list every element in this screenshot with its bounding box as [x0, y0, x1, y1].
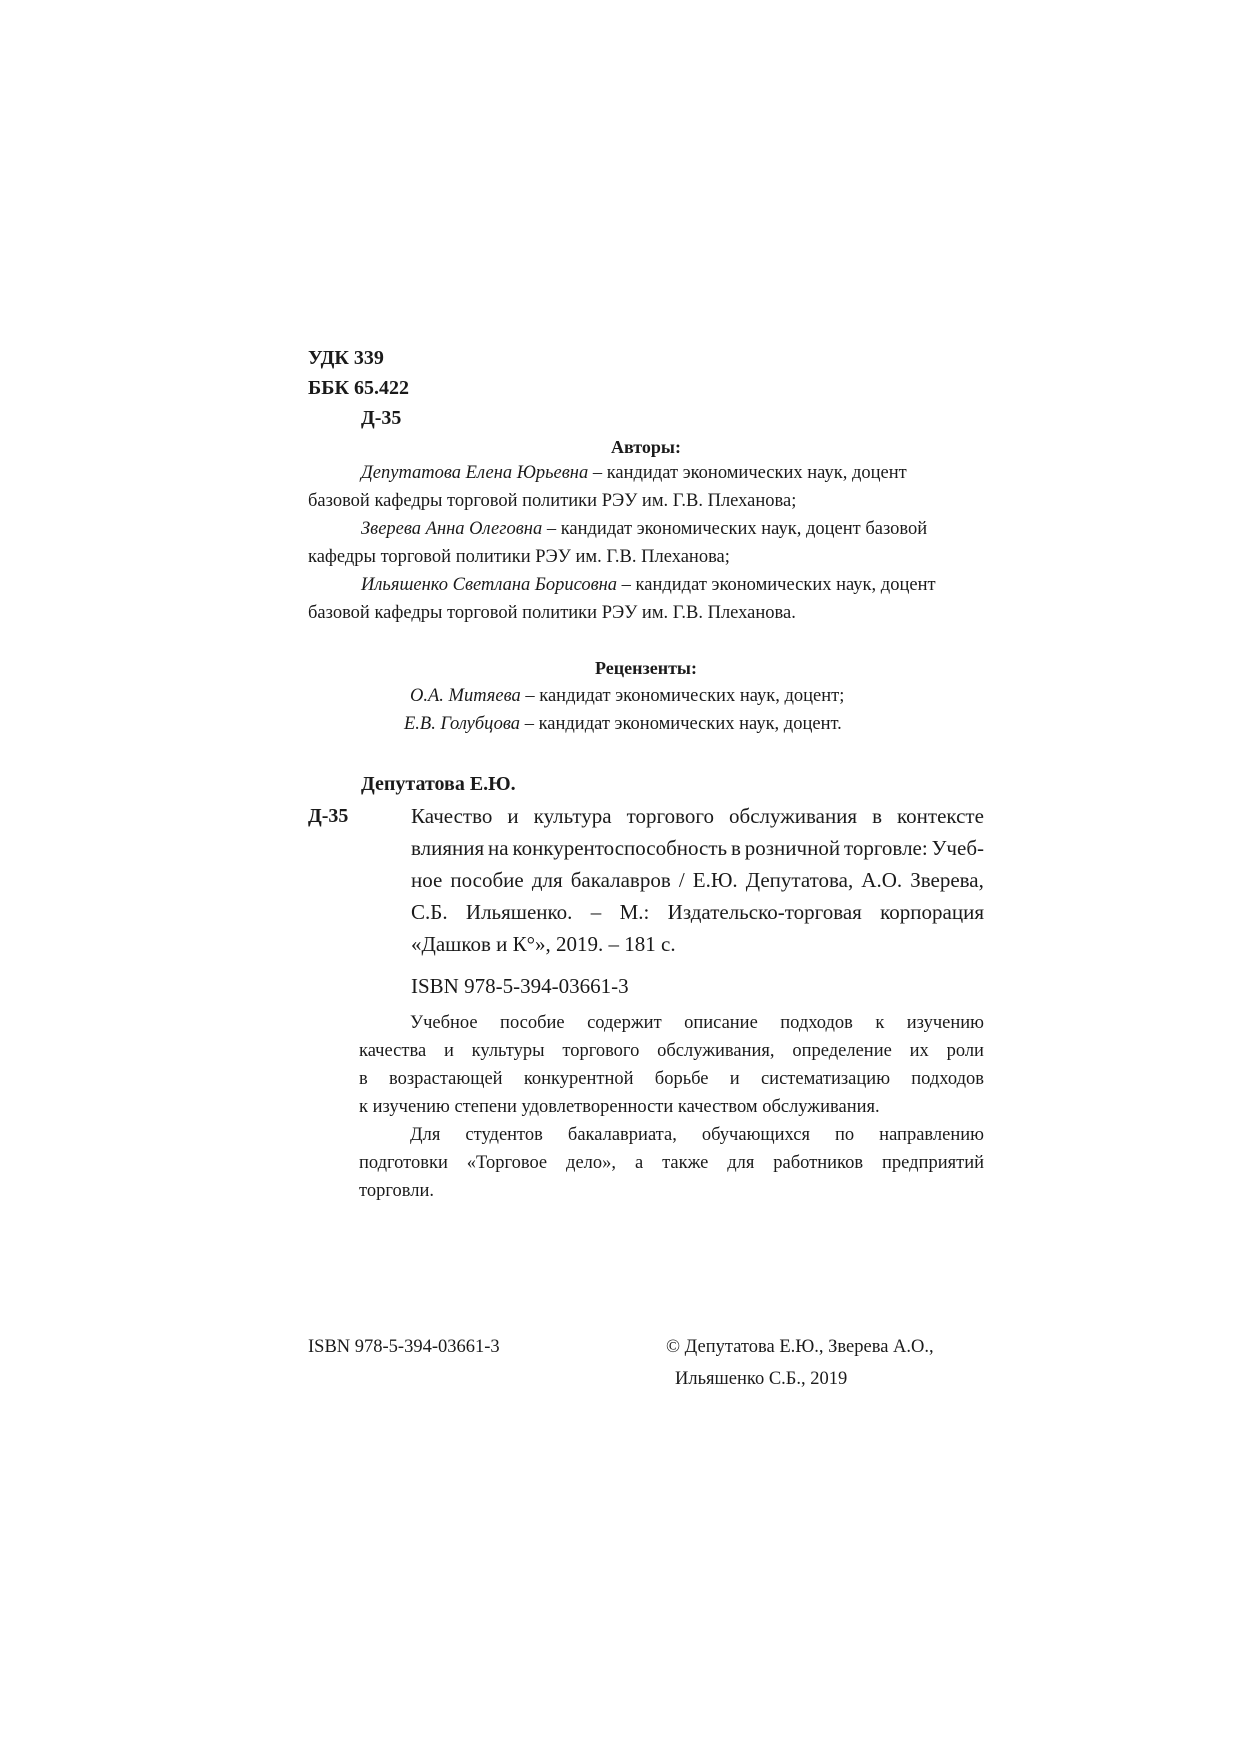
word: возрастающей — [389, 1069, 503, 1089]
udk-code: УДК 339 — [308, 347, 384, 369]
word: культуры — [471, 1041, 545, 1061]
word: контексте — [897, 804, 984, 828]
word: культура — [533, 804, 612, 828]
word: изучению — [906, 1013, 984, 1033]
word: обучающихся — [701, 1125, 810, 1145]
word: их — [909, 1041, 929, 1061]
catalog-line-2 — [411, 832, 984, 864]
catalog-line-1 — [411, 800, 984, 832]
word: конкурентоспособность — [512, 836, 728, 860]
word: обслуживания — [729, 804, 858, 828]
abstract-p1-line-3 — [359, 1065, 984, 1093]
footer-copyright-line-1: © Депутатова Е.Ю., Зверева А.О., — [666, 1337, 934, 1357]
footer-isbn: ISBN 978-5-394-03661-3 — [308, 1337, 500, 1357]
word: дело», — [566, 1153, 617, 1173]
word: А.О. — [861, 868, 903, 892]
word: Учебное — [410, 1013, 478, 1033]
author-2-name: Зверева Анна Олеговна — [361, 519, 543, 539]
abstract-p2-line-1 — [359, 1121, 984, 1149]
abstract-p1-line-4: к изучению степени удовлетворенности качеством обслуживания. — [359, 1097, 880, 1117]
word: предприятий — [882, 1153, 984, 1173]
word: подготовки — [359, 1153, 448, 1173]
reviewer-1-title: – кандидат экономических наук, доцент; — [520, 686, 845, 706]
reviewer-2-title: – кандидат экономических наук, доцент. — [520, 714, 842, 734]
reviewer-1 — [410, 683, 844, 709]
author-3-line-1 — [361, 572, 936, 598]
authors-heading: Авторы: — [611, 437, 681, 457]
word: содержит — [587, 1013, 662, 1033]
word: по — [835, 1125, 855, 1145]
word: бакалавриата, — [567, 1125, 677, 1145]
word: пособие — [500, 1013, 565, 1033]
catalog-line-5: «Дашков и К°», 2019. – 181 с. — [411, 932, 676, 956]
author-1-line-2: базовой кафедры торговой политики РЭУ им. Г.В. Плеханова; — [308, 491, 797, 511]
word: Издательско-торговая — [667, 900, 862, 924]
author-mark-code: Д-35 — [361, 407, 402, 429]
word: для — [531, 868, 563, 892]
word: а — [634, 1153, 644, 1173]
author-2-line-2: кафедры торговой политики РЭУ им. Г.В. Плеханова; — [308, 547, 730, 567]
word: конкурентной — [523, 1069, 634, 1089]
author-1-name: Депутатова Елена Юрьевна — [361, 463, 589, 483]
author-2-line-1 — [361, 516, 927, 542]
catalog-description — [411, 800, 984, 960]
author-3-name: Ильяшенко Светлана Борисовна — [361, 575, 618, 595]
word: и — [507, 804, 519, 828]
word: в — [359, 1069, 368, 1089]
word: Депутатова, — [745, 868, 854, 892]
bbk-code: ББК 65.422 — [308, 377, 409, 399]
word: обслуживания, — [657, 1041, 775, 1061]
word: торговле: — [843, 836, 928, 860]
word: в — [872, 804, 883, 828]
reviewers-heading: Рецензенты: — [595, 658, 697, 678]
word: / — [678, 868, 685, 892]
word: – — [590, 900, 602, 924]
abstract-p1-line-1 — [359, 1009, 984, 1037]
word: роли — [946, 1041, 984, 1061]
abstract — [359, 1009, 984, 1205]
word: описание — [684, 1013, 758, 1033]
word: и — [443, 1041, 454, 1061]
word: Е.Ю. — [692, 868, 738, 892]
abstract-p2-line-3: торговли. — [359, 1181, 434, 1201]
word: ное — [411, 868, 443, 892]
word: работников — [773, 1153, 864, 1173]
word: студентов — [465, 1125, 543, 1145]
word: в — [730, 836, 741, 860]
word: торгового — [562, 1041, 640, 1061]
abstract-p2-line-2 — [359, 1149, 984, 1177]
catalog-author: Депутатова Е.Ю. — [361, 773, 516, 795]
catalog-isbn: ISBN 978-5-394-03661-3 — [411, 974, 629, 998]
word: Для — [410, 1125, 441, 1145]
word: качества — [359, 1041, 427, 1061]
catalog-line-4 — [411, 896, 984, 928]
catalog-line-3 — [411, 864, 984, 896]
word: также — [662, 1153, 709, 1173]
reviewer-1-name: О.А. Митяева — [410, 686, 521, 706]
author-2-title: – кандидат экономических наук, доцент базовой — [542, 519, 928, 539]
author-3-line-2: базовой кафедры торговой политики РЭУ им. Г.В. Плеханова. — [308, 603, 796, 623]
word: бакалавров — [570, 868, 671, 892]
word: пособие — [450, 868, 524, 892]
word: М.: — [619, 900, 650, 924]
author-3-title: – кандидат экономических наук, доцент — [617, 575, 936, 595]
catalog-code: Д-35 — [308, 805, 349, 827]
word: влияния — [411, 836, 485, 860]
word: к — [875, 1013, 885, 1033]
word: для — [727, 1153, 755, 1173]
reviewer-2 — [404, 711, 842, 737]
word: подходов — [780, 1013, 853, 1033]
word: подходов — [911, 1069, 984, 1089]
word: определение — [792, 1041, 892, 1061]
word: С.Б. — [411, 900, 448, 924]
word: «Торговое — [466, 1153, 548, 1173]
word: Ильяшенко. — [465, 900, 573, 924]
reviewer-2-name: Е.В. Голубцова — [404, 714, 521, 734]
word: Зверева, — [910, 868, 984, 892]
word: розничной — [744, 836, 841, 860]
abstract-p1-line-2 — [359, 1037, 984, 1065]
word: борьбе — [654, 1069, 709, 1089]
footer-copyright-line-2: Ильяшенко С.Б., 2019 — [675, 1369, 848, 1389]
word: торгового — [626, 804, 715, 828]
word: Качество — [411, 804, 493, 828]
word: Учеб- — [931, 836, 984, 860]
word: корпорация — [880, 900, 984, 924]
word: и — [729, 1069, 740, 1089]
word: на — [488, 836, 509, 860]
word: направлению — [879, 1125, 984, 1145]
word: систематизацию — [760, 1069, 891, 1089]
author-1-title: – кандидат экономических наук, доцент — [588, 463, 907, 483]
author-1-line-1 — [361, 460, 907, 486]
